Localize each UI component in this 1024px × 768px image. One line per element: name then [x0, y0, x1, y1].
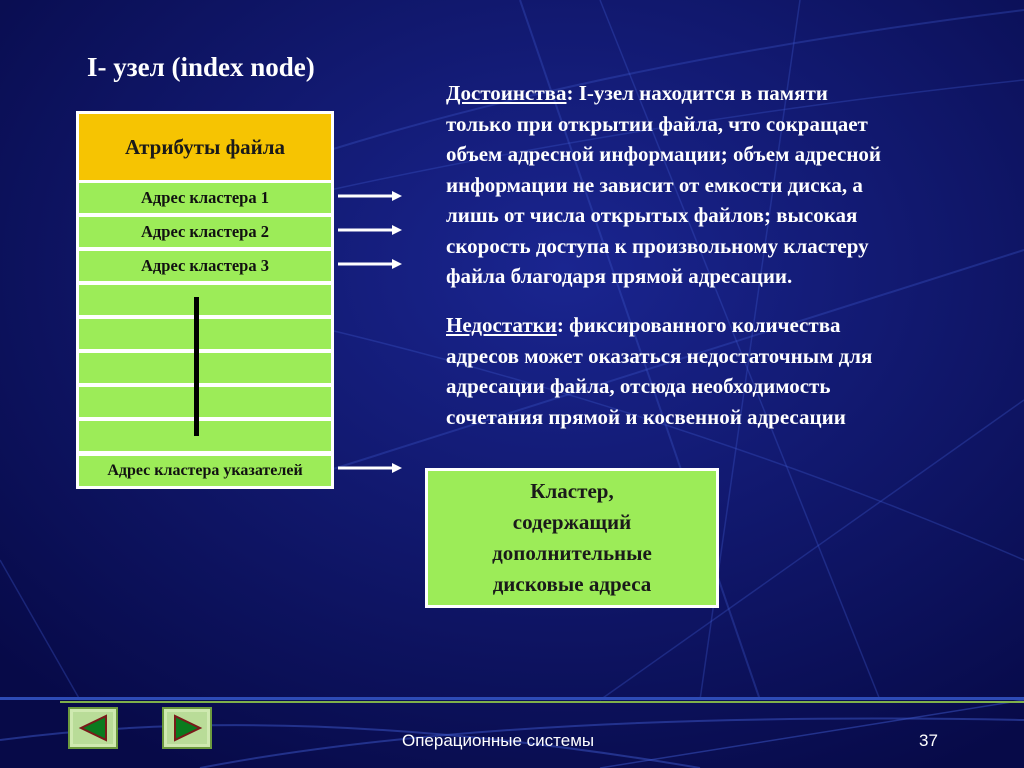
disadvantages-line: адресации файла, отсюда необходимость [446, 374, 831, 398]
disadvantages-line: сочетания прямой и косвенной адресации [446, 404, 846, 429]
empty-address-cell [76, 282, 334, 318]
ellipsis-line [194, 297, 199, 436]
advantages-line: только при открытии файла, что сокращает [446, 111, 868, 136]
indirect-cluster-line: содержащий [512, 510, 632, 534]
indirect-cluster-line: дополнительные [492, 541, 652, 565]
pointer-cluster-address: Адрес кластера указателей [76, 453, 334, 489]
indirect-cluster-line: дисковые адреса [492, 572, 652, 596]
advantages-line: Достоинства: I-узел находится в памяти [446, 81, 828, 105]
slide-title: I- узел (index node) [87, 52, 315, 82]
arrow-right-icon [167, 712, 207, 744]
cluster-address-1: Адрес кластера 1 [76, 180, 334, 216]
empty-address-cell [76, 384, 334, 420]
advantages-heading: Достоинства [446, 81, 567, 105]
footer-divider [0, 697, 1024, 700]
file-attributes-cell: Атрибуты файла [76, 111, 334, 183]
disadvantages-heading: Недостатки [446, 313, 557, 337]
arrow-left-icon [73, 712, 113, 744]
next-slide-button[interactable] [162, 707, 212, 749]
cluster-address-2: Адрес кластера 2 [76, 214, 334, 250]
arrow-right-icon [338, 223, 404, 237]
arrow-right-icon [338, 461, 404, 475]
empty-address-cell [76, 418, 334, 454]
advantages-line: лишь от числа открытых файлов; высокая [446, 203, 858, 227]
indirect-cluster-line: Кластер, [530, 479, 614, 503]
footer-divider-accent [60, 701, 1024, 703]
arrow-right-icon [338, 189, 404, 203]
advantages-paragraph [446, 78, 986, 292]
empty-address-cell [76, 316, 334, 352]
disadvantages-paragraph [446, 310, 986, 432]
advantages-line: информации не зависит от емкости диска, а [446, 172, 863, 197]
indirect-cluster-box [425, 468, 719, 608]
empty-address-cell [76, 350, 334, 386]
cluster-address-3: Адрес кластера 3 [76, 248, 334, 284]
prev-slide-button[interactable] [68, 707, 118, 749]
disadvantages-line: адресов может оказаться недостаточным для [446, 343, 873, 368]
arrow-right-icon [338, 257, 404, 271]
advantages-line: файла благодаря прямой адресации. [446, 264, 793, 288]
advantages-line: объем адресной информации; объем адресной [446, 142, 882, 166]
page-number: 37 [919, 731, 938, 750]
advantages-line: скорость доступа к произвольному кластеру [446, 233, 869, 258]
disadvantages-line: Недостатки: фиксированного количества [446, 313, 841, 337]
footer-course-title: Операционные системы [402, 731, 595, 750]
